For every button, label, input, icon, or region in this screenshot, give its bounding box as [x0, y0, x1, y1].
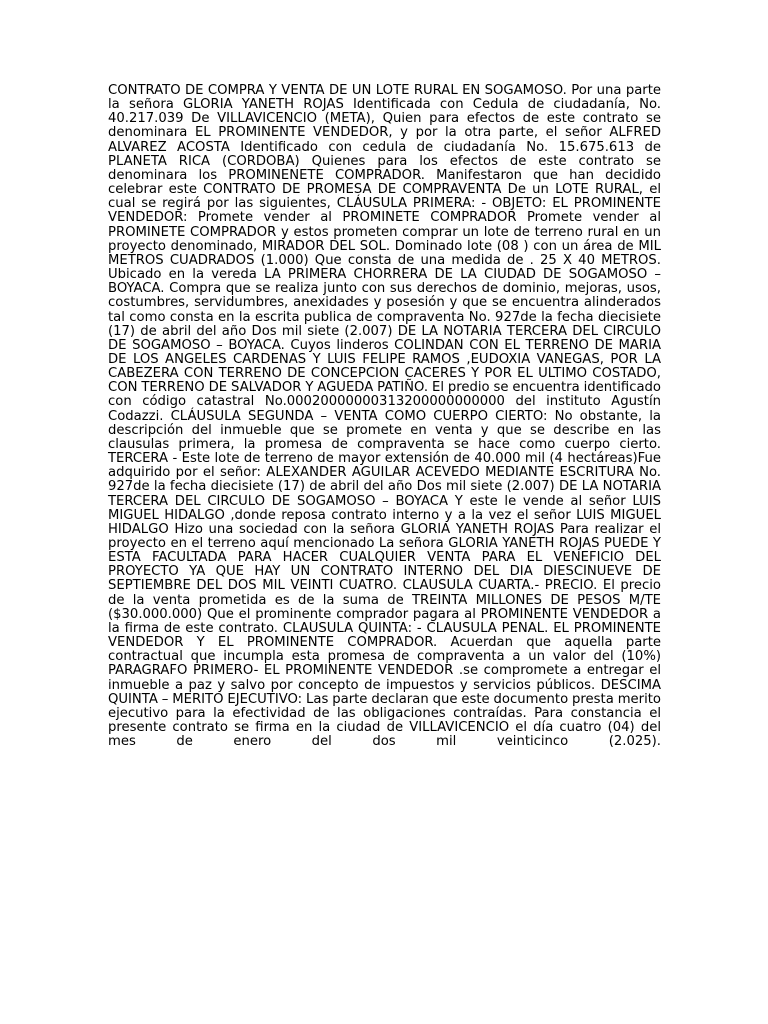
contract-body-text: CONTRATO DE COMPRA Y VENTA DE UN LOTE RURAL EN SOGAMOSO. Por una parte la señora GLORIA YANETH ROJAS Identificada con Cedula de ciudadanía, No. 40.217.039 De VILLAVICENCIO (META), Quien para efectos de este contrato se denominara EL PROMINENTE VENDEDOR, y por la otra parte, el señor ALFRED ALVAREZ ACOSTA Identificado con cedula de ciudadanía No. 15.675.613 de PLANETA RICA (CORDOBA) Quienes para los efectos de este contrato se denominara los PROMINENETE COMPRADOR. Manifestaron que han decidido celebrar este CONTRATO DE PROMESA DE COMPRAVENTA De un LOTE RURAL, el cual se regirá por las siguientes, CLÁUSULA PRIMERA: - OBJETO: EL PROMINENTE VENDEDOR: Promete vender al PROMINETE COMPRADOR Promete vender al PROMINETE COMPRADOR y estos prometen comprar un lote de terreno rural en un proyecto denominado, MIRADOR DEL SOL. Dominado lote (08 ) con un área de MIL METROS CUADRADOS (1.000) Que consta de una medida de . 25 X 40 METROS. Ubicado en la vereda LA PRIMERA CHORRERA DE LA CIUDAD DE SOGAMOSO – BOYACA. Compra que se realiza junto con sus derechos de dominio, mejoras, usos, costumbres, servidumbres, anexidades y posesión y que se encuentra alinderados tal como consta en la escrita publica de compraventa No. 927de la fecha diecisiete (17) de abril del año Dos mil siete (2.007) DE LA NOTARIA TERCERA DEL CIRCULO DE SOGAMOSO – BOYACA. Cuyos linderos COLINDAN CON EL TERRENO DE MARIA DE LOS ANGELES CARDENAS Y LUIS FELIPE RAMOS ,EUDOXIA VANEGAS, POR LA CABEZERA CON TERRENO DE CONCEPCION CACERES Y POR EL ULTIMO COSTADO, CON TERRENO DE SALVADOR Y AGUEDA PATIÑO. El predio se encuentra identificado con código catastral No.00020000000313200000000000 del instituto Agustín Codazzi. CLÁUSULA SEGUNDA – VENTA COMO CUERPO CIERTO: No obstante, la descripción del inmueble que se promete en venta y que se describe en las clausulas primera, la promesa de compraventa se hace como cuerpo cierto. TERCERA - Este lote de terreno de mayor extensión de 40.000 mil (4 hectáreas)Fue adquirido por el señor: ALEXANDER AGUILAR ACEVEDO MEDIANTE ESCRITURA No. 927de la fecha diecisiete (17) de abril del año Dos mil siete (2.007) DE LA NOTARIA TERCERA DEL CIRCULO DE SOGAMOSO – BOYACA Y este le vende al señor LUIS MIGUEL HIDALGO ,donde reposa contrato interno y a la vez el señor LUIS MIGUEL HIDALGO Hizo una sociedad con la señora GLORIA YANETH ROJAS Para realizar el proyecto en el terreno aquí mencionado La señora GLORIA YANETH ROJAS PUEDE Y ESTA FACULTADA PARA HACER CUALQUIER VENTA PARA EL VENEFICIO DEL PROYECTO YA QUE HAY UN CONTRATO INTERNO DEL DIA DIESCINUEVE DE SEPTIEMBRE DEL DOS MIL VEINTI CUATRO. CLAUSULA CUARTA.- PRECIO. El precio de la venta prometida es de la suma de TREINTA MILLONES DE PESOS M/TE ($30.000.000) Que el prominente comprador pagara al PROMINENTE VENDEDOR a la firma de este contrato. CLAUSULA QUINTA: - CLAUSULA PENAL. EL PROMINENTE VENDEDOR Y EL PROMINENTE COMPRADOR. Acuerdan que aquella parte contractual que incumpla esta promesa de compraventa a un valor del (10%) PARAGRAFO PRIMERO- EL PROMINENTE VENDEDOR .se compromete a entregar el inmueble a paz y salvo por concepto de impuestos y servicios públicos. DESCIMA QUINTA – MERITO EJECUTIVO: Las parte declaran que este documento presta merito ejecutivo para la efectividad de las obligaciones contraídas. Para constancia el presente contrato se firma en la ciudad de VILLAVICENCIO el día cuatro (04) del mes de enero del dos mil veinticinco (2.025).	[108, 83, 661, 750]
